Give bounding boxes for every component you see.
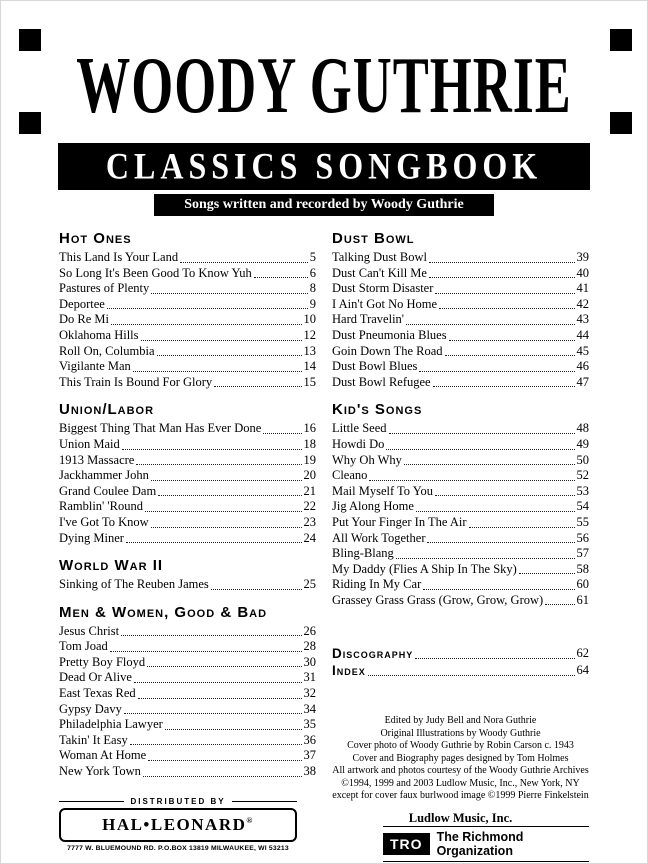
toc-right-column	[332, 230, 589, 859]
page-number: 37	[303, 748, 316, 763]
toc-left-sections	[59, 230, 316, 791]
page-number: 21	[303, 483, 316, 498]
song-title: 1913 Massacre	[59, 452, 135, 467]
publisher-name: Ludlow Music, Inc.	[408, 811, 513, 826]
credit-line: Cover and Biography pages designed by Tom Holmes	[352, 752, 569, 764]
page-number: 61	[576, 592, 589, 607]
toc-song-entry	[59, 297, 316, 313]
song-title: Philadelphia Lawyer	[59, 717, 163, 732]
song-title: All Work Together	[332, 530, 426, 545]
page-number: 19	[303, 452, 316, 467]
dot-leader	[148, 760, 301, 761]
toc-song-entry	[59, 468, 316, 484]
page-number: 8	[309, 281, 316, 296]
page-number: 57	[576, 546, 589, 561]
song-title: Tom Joad	[59, 639, 108, 654]
page-number: 24	[303, 530, 316, 545]
page-number: 39	[576, 250, 589, 264]
song-title: Dying Miner	[59, 530, 124, 545]
page-number: 36	[303, 732, 316, 747]
section-title: World War II	[59, 557, 164, 575]
tro-logo: TRO	[383, 833, 430, 855]
rule-left	[59, 801, 124, 802]
toc-song-entry	[332, 453, 589, 469]
dot-leader	[122, 449, 302, 450]
toc-song-entry	[59, 344, 316, 360]
dot-leader	[433, 386, 575, 387]
page-number: 20	[303, 468, 316, 483]
page-number: 32	[303, 686, 316, 701]
toc-song-entry	[59, 281, 316, 297]
toc-song-entry	[332, 266, 589, 282]
song-title: Howdi Do	[332, 436, 385, 451]
masthead	[1, 1, 647, 216]
song-title: Bling-Blang	[332, 546, 394, 561]
song-title: Put Your Finger In The Air	[332, 514, 467, 529]
page-number: 35	[303, 717, 316, 732]
song-title: Dust Storm Disaster	[332, 281, 434, 296]
toc-song-entry	[332, 593, 589, 609]
dot-leader	[151, 480, 302, 481]
dot-leader	[165, 729, 302, 730]
toc-song-entry	[59, 733, 316, 749]
page-number: 53	[576, 483, 589, 498]
toc-song-entry	[59, 359, 316, 375]
tro-block	[383, 826, 589, 862]
toc-song-entry	[59, 515, 316, 531]
toc-song-entry	[332, 281, 589, 297]
dot-leader	[263, 433, 301, 434]
song-title: So Long It's Been Good To Know Yuh	[59, 265, 252, 280]
dot-leader	[368, 675, 575, 676]
song-title: Dust Bowl Blues	[332, 359, 418, 374]
toc-song-entry	[59, 484, 316, 500]
song-title: East Texas Red	[59, 686, 136, 701]
toc-section-hot-ones	[59, 230, 316, 390]
toc-song-entry	[332, 546, 589, 562]
toc-section-kid-s-songs	[332, 401, 589, 608]
corner-square-top-left	[19, 29, 41, 51]
toc-song-entry	[332, 531, 589, 547]
dot-leader	[130, 744, 302, 745]
dot-leader	[415, 658, 574, 659]
dot-leader	[141, 340, 302, 341]
song-title: Jig Along Home	[332, 499, 414, 514]
toc-song-entry	[59, 717, 316, 733]
dot-leader	[147, 666, 301, 667]
dot-leader	[435, 495, 575, 496]
book-title: WOODY GUTHRIE	[76, 40, 572, 130]
toc-song-entry	[332, 499, 589, 515]
dot-leader	[110, 651, 302, 652]
song-title: Woman At Home	[59, 748, 147, 763]
page-number: 41	[576, 281, 589, 296]
page-number: 14	[303, 359, 316, 374]
page-number: 58	[576, 561, 589, 576]
dot-leader	[449, 340, 575, 341]
page-number: 40	[576, 265, 589, 280]
dot-leader	[419, 371, 574, 372]
song-title: Sinking of The Reuben James	[59, 577, 209, 592]
dot-leader	[151, 527, 302, 528]
toc-song-entry	[332, 344, 589, 360]
page-number: 60	[576, 577, 589, 592]
dot-leader	[214, 386, 301, 387]
page-number: 5	[309, 250, 316, 264]
table-of-contents	[1, 230, 647, 859]
song-title: Deportee	[59, 296, 105, 311]
registered-mark: ®	[246, 816, 254, 825]
hal-leonard-logo: HAL•LEONARD	[102, 815, 247, 834]
book-subtitle-bar	[58, 143, 590, 190]
toc-song-entry	[332, 328, 589, 344]
tagline-bar	[154, 194, 494, 216]
page-number: 64	[576, 663, 589, 678]
toc-song-entry	[332, 515, 589, 531]
corner-square-top-right	[610, 29, 632, 51]
dot-leader	[107, 308, 308, 309]
toc-section-world-war-ii	[59, 557, 316, 593]
page-number: 38	[303, 764, 316, 779]
song-title: Dust Can't Kill Me	[332, 265, 427, 280]
toc-song-entry	[59, 702, 316, 718]
toc-extras	[332, 645, 589, 679]
song-title: My Daddy (Flies A Ship In The Sky)	[332, 561, 517, 576]
page-number: 6	[309, 265, 316, 280]
dot-leader	[429, 277, 575, 278]
song-title: Grand Coulee Dam	[59, 483, 157, 498]
song-title: Dust Bowl Refugee	[332, 374, 431, 389]
toc-song-entry	[332, 562, 589, 578]
toc-song-entry	[59, 624, 316, 640]
page-number: 15	[303, 374, 316, 389]
song-title: Dead Or Alive	[59, 670, 132, 685]
page-number: 28	[303, 639, 316, 654]
dot-leader	[406, 324, 574, 325]
toc-song-entry	[59, 748, 316, 764]
song-title: Do Re Mi	[59, 312, 109, 327]
page-number: 26	[303, 623, 316, 638]
dot-leader	[133, 371, 302, 372]
toc-song-entry	[59, 421, 316, 437]
page-number: 31	[303, 670, 316, 685]
dot-leader	[423, 589, 574, 590]
page-number: 34	[303, 701, 316, 716]
dot-leader	[111, 324, 302, 325]
toc-extra-entry	[332, 662, 589, 679]
dot-leader	[416, 511, 575, 512]
toc-song-entry	[59, 266, 316, 282]
toc-section-men-women-good-bad	[59, 604, 316, 780]
song-title: Index	[332, 663, 366, 679]
song-title: Vigilante Man	[59, 359, 131, 374]
page-number: 55	[576, 514, 589, 529]
credit-line: ©1994, 1999 and 2003 Ludlow Music, Inc., New York, NY	[341, 777, 580, 789]
toc-song-entry	[59, 639, 316, 655]
richmond-organization-label: The Richmond Organization	[436, 830, 524, 859]
page-number: 25	[303, 577, 316, 592]
section-title: Hot Ones	[59, 230, 132, 247]
toc-song-entry	[59, 453, 316, 469]
hal-leonard-address: 7777 W. BLUEMOUND RD. P.O.BOX 13819 MILWAUKEE, WI 53213	[67, 845, 289, 852]
dot-leader	[445, 355, 575, 356]
credits-block	[332, 715, 589, 802]
dot-leader	[389, 433, 575, 434]
toc-song-entry	[59, 577, 316, 593]
distributor-block	[59, 797, 297, 852]
page-number: 42	[576, 296, 589, 311]
toc-song-entry	[59, 328, 316, 344]
song-title: Jackhammer John	[59, 468, 149, 483]
distributed-by-label: DISTRIBUTED BY	[130, 797, 226, 806]
page-number: 23	[303, 514, 316, 529]
distributed-by-row	[59, 797, 297, 806]
page-number: 45	[576, 343, 589, 358]
song-title: Pretty Boy Floyd	[59, 654, 146, 669]
song-title: Discography	[332, 646, 414, 662]
toc-song-entry	[332, 484, 589, 500]
toc-song-entry	[332, 312, 589, 328]
toc-song-entry	[332, 250, 589, 266]
dot-leader	[124, 713, 302, 714]
song-title: Pastures of Plenty	[59, 281, 150, 296]
toc-song-entry	[332, 297, 589, 313]
song-title: Goin Down The Road	[332, 343, 443, 358]
song-title: Biggest Thing That Man Has Ever Done	[59, 421, 262, 436]
song-title: I've Got To Know	[59, 514, 149, 529]
dot-leader	[469, 527, 575, 528]
song-title: Little Seed	[332, 421, 387, 436]
corner-square-mid-right	[610, 112, 632, 134]
song-title: Jesus Christ	[59, 623, 120, 638]
dot-leader	[158, 495, 301, 496]
page-number: 16	[303, 421, 316, 436]
song-title: Takin' It Easy	[59, 732, 128, 747]
page-number: 9	[309, 296, 316, 311]
toc-song-entry	[59, 250, 316, 266]
page-number: 12	[303, 327, 316, 342]
toc-song-entry	[59, 375, 316, 391]
dot-leader	[121, 635, 301, 636]
toc-song-entry	[59, 499, 316, 515]
toc-left-column	[59, 230, 316, 852]
dot-leader	[545, 604, 574, 605]
book-title-row	[58, 35, 590, 135]
page-number: 52	[576, 468, 589, 483]
toc-section-dust-bowl	[332, 230, 589, 390]
section-title: Dust Bowl	[332, 230, 415, 247]
page-number: 18	[303, 436, 316, 451]
section-title: Men & Women, Good & Bad	[59, 603, 268, 621]
toc-song-entry	[59, 437, 316, 453]
song-title: I Ain't Got No Home	[332, 296, 438, 311]
page-number: 43	[576, 312, 589, 327]
toc-section-union-labor	[59, 401, 316, 546]
toc-song-entry	[332, 375, 589, 391]
corner-square-mid-left	[19, 112, 41, 134]
dot-leader	[427, 542, 574, 543]
dot-leader	[254, 277, 308, 278]
toc-extra-entry	[332, 645, 589, 662]
dot-leader	[386, 449, 574, 450]
page-number: 46	[576, 359, 589, 374]
credit-line: except for cover faux burlwood image ©1999 Pierre Finkelstein	[332, 789, 589, 801]
toc-song-entry	[59, 686, 316, 702]
song-title: Riding In My Car	[332, 577, 422, 592]
song-title: Grassey Grass Grass (Grow, Grow, Grow)	[332, 592, 544, 607]
dot-leader	[396, 558, 575, 559]
toc-right-sections	[332, 230, 589, 619]
song-title: This Train Is Bound For Glory	[59, 374, 213, 389]
song-title: Gypsy Davy	[59, 701, 122, 716]
section-title: Union/Labor	[59, 401, 155, 419]
toc-song-entry	[59, 312, 316, 328]
dot-leader	[157, 355, 302, 356]
dot-leader	[138, 698, 302, 699]
book-subtitle: CLASSICS SONGBOOK	[105, 145, 543, 187]
page-number: 22	[303, 499, 316, 514]
dot-leader	[143, 776, 302, 777]
page-number: 50	[576, 452, 589, 467]
song-title: Ramblin' 'Round	[59, 499, 144, 514]
dot-leader	[435, 293, 574, 294]
toc-song-entry	[332, 421, 589, 437]
dot-leader	[211, 589, 302, 590]
page-number: 56	[576, 530, 589, 545]
page-number: 54	[576, 499, 589, 514]
dot-leader	[145, 511, 301, 512]
dot-leader	[429, 262, 575, 263]
page-number: 30	[303, 654, 316, 669]
toc-song-entry	[59, 764, 316, 780]
credit-line: Original Illustrations by Woody Guthrie	[380, 727, 541, 739]
dot-leader	[369, 480, 574, 481]
toc-song-entry	[59, 670, 316, 686]
song-title: Talking Dust Bowl	[332, 250, 427, 264]
song-title: Dust Pneumonia Blues	[332, 327, 447, 342]
page-number: 62	[576, 646, 589, 661]
dot-leader	[136, 464, 301, 465]
dot-leader	[151, 293, 307, 294]
dot-leader	[180, 262, 308, 263]
toc-song-entry	[332, 468, 589, 484]
song-title: Cleano	[332, 468, 368, 483]
dot-leader	[519, 573, 575, 574]
song-title: Union Maid	[59, 436, 120, 451]
page-number: 13	[303, 343, 316, 358]
rule-right	[232, 801, 297, 802]
toc-song-entry	[59, 531, 316, 547]
hal-leonard-logo-box	[59, 808, 297, 842]
toc-song-entry	[332, 359, 589, 375]
tagline: Songs written and recorded by Woody Guthrie	[184, 197, 464, 212]
song-title: This Land Is Your Land	[59, 250, 179, 264]
toc-song-entry	[332, 437, 589, 453]
toc-song-entry	[332, 577, 589, 593]
song-title: New York Town	[59, 764, 141, 779]
section-title: Kid's Songs	[332, 401, 423, 419]
dot-leader	[134, 682, 302, 683]
song-title: Why Oh Why	[332, 452, 402, 467]
credit-line: All artwork and photos courtesy of the Woody Guthrie Archives	[332, 765, 589, 777]
page-number: 10	[303, 312, 316, 327]
page-number: 48	[576, 421, 589, 436]
page-number: 44	[576, 327, 589, 342]
song-title: Oklahoma Hills	[59, 327, 139, 342]
dot-leader	[126, 542, 302, 543]
page-number: 47	[576, 374, 589, 389]
toc-song-entry	[59, 655, 316, 671]
dot-leader	[404, 464, 575, 465]
song-title: Roll On, Columbia	[59, 343, 155, 358]
song-title: Hard Travelin'	[332, 312, 405, 327]
credit-line: Cover photo of Woody Guthrie by Robin Carson c. 1943	[347, 740, 574, 752]
dot-leader	[439, 308, 574, 309]
credit-line: Edited by Judy Bell and Nora Guthrie	[384, 715, 537, 727]
page-number: 49	[576, 436, 589, 451]
song-title: Mail Myself To You	[332, 483, 433, 498]
